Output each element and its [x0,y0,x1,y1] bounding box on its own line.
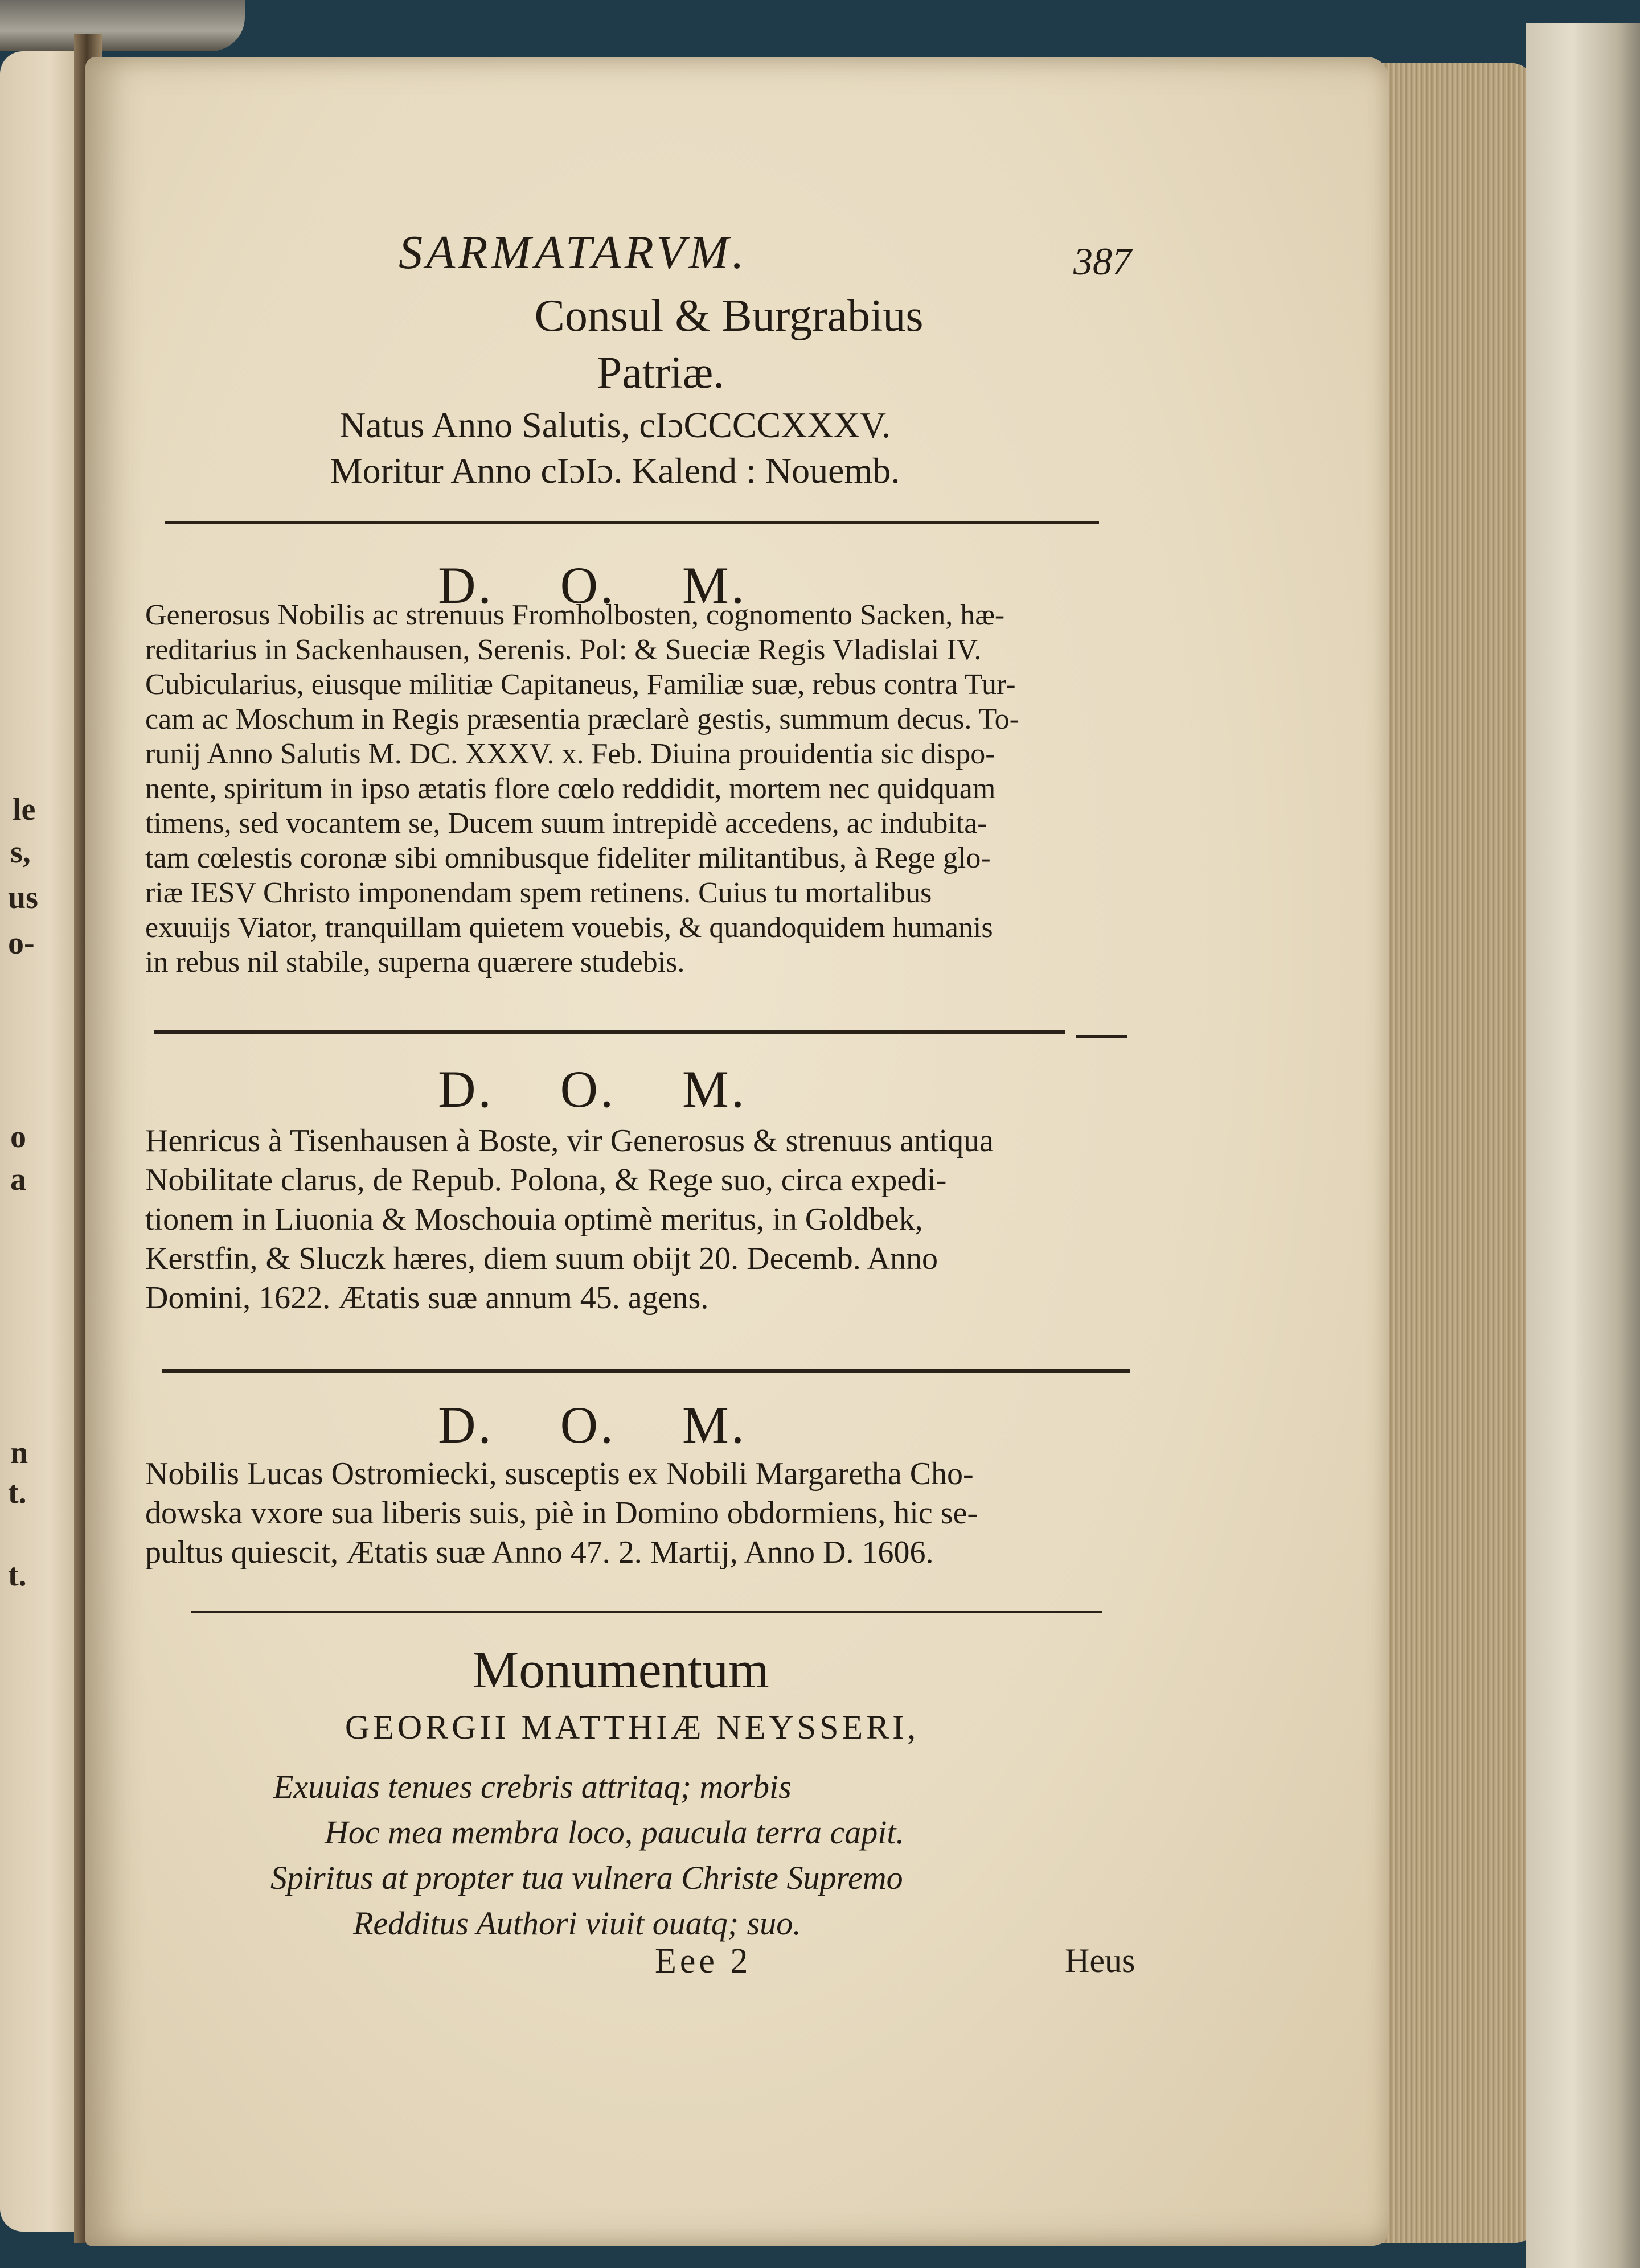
text-line: Henricus à Tisenhausen à Boste, vir Generosus & strenuus antiqua [145,1123,994,1158]
text-line: dowska vxore sua liberis suis, piè in Domino obdormiens, hic se- [145,1495,978,1531]
text-line: Domini, 1622. Ætatis suæ annum 45. agens. [145,1280,709,1316]
verse-line: Redditus Authori viuit ouatq; suo. [353,1905,801,1942]
section-rule [165,521,1099,524]
left-margin-fragment: s, [10,835,31,870]
left-margin-fragment: t. [8,1558,27,1593]
text-line: tionem in Liuonia & Moschouia optimè meritus, in Goldbek, [145,1202,923,1237]
left-margin-fragment: t. [8,1475,27,1510]
catchword: Heus [1065,1942,1135,1979]
inscription-1-text [145,598,1147,980]
left-margin-fragment: us [8,880,38,915]
text-line: cam ac Moschum in Regis præsentia præclarè gestis, summum decus. To- [145,703,1019,736]
running-head: SARMATARVM. [399,226,748,279]
page-number: 387 [1073,240,1131,283]
left-margin-fragment: a [10,1162,26,1197]
text-line: Cubicularius, eiusque militiæ Capitaneus, Familiæ suæ, rebus contra Tur- [145,668,1016,701]
book-cover-edge [1526,23,1640,2268]
section-rule [154,1030,1065,1034]
text-line: timens, sed vocantem se, Ducem suum intrepidè accedens, ac indubita- [145,807,987,840]
section-rule [162,1369,1130,1373]
text-line: in rebus nil stabile, superna quærere studebis. [145,946,685,979]
text-line: Kerstfin, & Sluczk hæres, diem suum obijt 20. Decemb. Anno [145,1241,938,1276]
text-line: Nobilis Lucas Ostromiecki, susceptis ex Nobili Margaretha Cho- [145,1456,974,1492]
text-line: runij Anno Salutis M. DC. XXXV. x. Feb. Diuina prouidentia sic dispo- [145,738,995,770]
inscription-2-text [145,1121,1147,1318]
text-line: tam cœlestis coronæ sibi omnibusque fideliter militantibus, à Rege glo- [145,842,991,874]
monument-subtitle: GEORGII MATTHIÆ NEYSSERI, [345,1708,920,1746]
inscription-3-text [145,1455,1147,1572]
left-margin-fragment: o [10,1119,26,1154]
left-margin-fragment: n [10,1435,28,1470]
birth-line: Natus Anno Salutis, cIɔCCCCXXXV. [339,405,891,445]
text-line: nente, spiritum in ipso ætatis flore cœlo reddidit, mortem nec quidquam [145,773,996,805]
dom-heading: D. O. M. [438,1396,747,1454]
text-line: exuuijs Viator, tranquillam quietem vouebis, & quandoquidem humanis [145,911,993,944]
dom-heading: D. O. M. [438,1060,747,1118]
text-line: pultus quiescit, Ætatis suæ Anno 47. 2. Martij, Anno D. 1606. [145,1535,934,1570]
heading-line-1: Consul & Burgrabius [534,291,924,341]
signature-mark: Eee 2 [655,1942,752,1981]
verse-line: Spiritus at propter tua vulnera Christe Supremo [270,1859,903,1896]
heading-line-2: Patriæ. [596,348,725,398]
page-fore-edge [1367,63,1538,2243]
dom-heading: D. O. M. [438,556,747,614]
section-rule [191,1611,1102,1613]
left-margin-fragment: o- [8,926,35,961]
text-line: Nobilitate clarus, de Repub. Polona, & Rege suo, circa expedi- [145,1162,947,1198]
monument-title: Monumentum [472,1641,769,1699]
death-line: Moritur Anno cIɔIɔ. Kalend : Nouemb. [330,450,900,491]
text-line: Generosus Nobilis ac strenuus Fromholbosten, cognomento Sacken, hæ- [145,599,1005,631]
verse-line: Exuuias tenues crebris attritaq; morbis [273,1768,792,1805]
book-spine [0,0,245,51]
text-line: riæ IESV Christo imponendam spem retinens. Cuius tu mortalibus [145,877,932,909]
verse-line: Hoc mea membra loco, paucula terra capit. [325,1814,905,1851]
left-margin-fragment: le [13,792,36,827]
text-line: reditarius in Sackenhausen, Serenis. Pol: & Sueciæ Regis Vladislai IV. [145,634,982,666]
section-rule [1076,1035,1128,1038]
